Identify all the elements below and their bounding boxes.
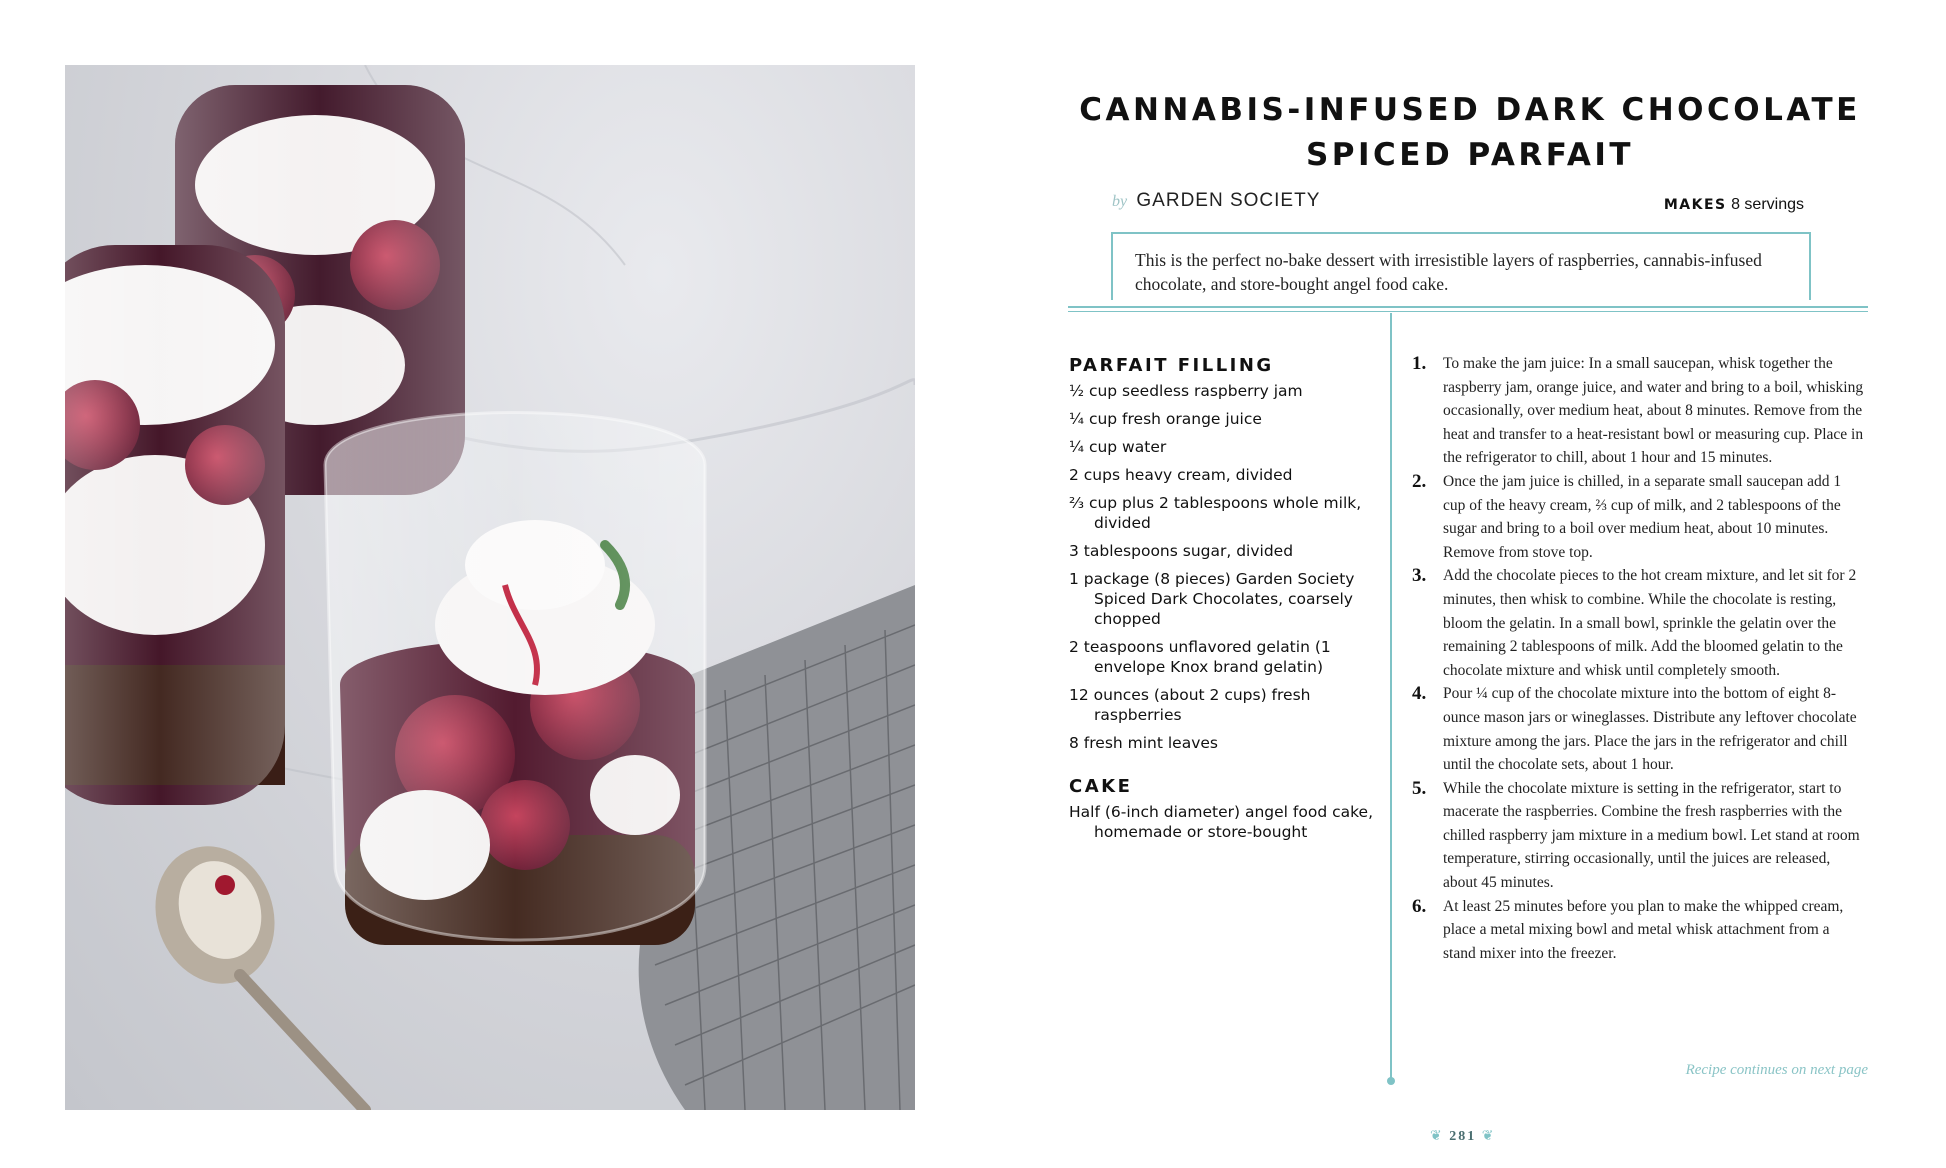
page-number	[1430, 1128, 1495, 1145]
step-number: 4.	[1412, 683, 1427, 705]
step-text: Add the chocolate pieces to the hot cream mixture, and let sit for 2 minutes, then whisk to combine. While the chocolate is resting, bloom the gelatin. In a small bowl, sprinkle the gelatin over the remaining 2 tablespoons of milk. Add the bloomed gelatin to the chocolate mixture and whisk until completely smooth.	[1443, 567, 1857, 679]
step-text: While the chocolate mixture is setting in the refrigerator, start to macerate the raspberries. Combine the fresh raspberries with the chilled raspberry jam mixture in a medium bowl. Let stand at room temperature, stirring occasionally, until the juices are released, about 45 minutes.	[1443, 779, 1860, 892]
byline	[1112, 190, 1320, 212]
parfait-filling-heading: PARFAIT FILLING	[1069, 355, 1274, 376]
parfait-filling-list	[1069, 381, 1389, 753]
parfait-photo	[65, 65, 915, 1110]
byline-prefix: by	[1112, 193, 1128, 210]
servings	[1664, 196, 1804, 214]
servings-label: MAKES	[1663, 197, 1727, 213]
cake-heading: CAKE	[1069, 776, 1133, 797]
continues-note: Recipe continues on next page	[1685, 1062, 1868, 1078]
step-item	[1410, 895, 1865, 966]
divider-rule	[1068, 306, 1868, 312]
step-text: Pour ¼ cup of the chocolate mixture into the bottom of eight 8-ounce mason jars or wineglasses. Distribute any leftover chocolate mixture among the jars. Place the jars in the refrigerator and chill until the chocolate sets, about 1 hour.	[1443, 685, 1857, 774]
ornament-right-icon: ❦	[1481, 1129, 1496, 1144]
ingredient-item: 2 teaspoons unflavored gelatin (1 envelope Knox brand gelatin)	[1069, 638, 1331, 676]
ingredient-item: 8 fresh mint leaves	[1069, 734, 1218, 752]
recipe-intro: This is the perfect no-bake dessert with irresistible layers of raspberries, cannabis-infused chocolate, and store-bought angel food cake.	[1111, 232, 1811, 300]
step-text: At least 25 minutes before you plan to make the whipped cream, place a metal mixing bowl and metal whisk attachment from a stand mixer into the freezer.	[1443, 897, 1844, 962]
step-item	[1410, 682, 1865, 776]
column-divider-end	[1387, 1077, 1395, 1085]
step-number: 6.	[1412, 895, 1427, 917]
column-divider	[1390, 313, 1392, 1081]
parfait-illustration	[65, 65, 915, 1110]
step-text: Once the jam juice is chilled, in a separate small saucepan add 1 cup of the heavy cream, ⅔ cup of milk, and 2 tablespoons of the sugar and bring to a boil over medium heat, about 10 minutes. Remove from stove top.	[1443, 472, 1842, 561]
ingredient-item: ¼ cup water	[1069, 438, 1167, 456]
step-item	[1410, 470, 1865, 564]
steps-list	[1410, 352, 1865, 965]
step-number: 1.	[1412, 353, 1427, 374]
title-line-2: SPICED PARFAIT	[1305, 137, 1635, 173]
step-number: 3.	[1412, 565, 1427, 587]
step-number: 5.	[1412, 777, 1427, 799]
recipe-title	[1050, 88, 1890, 178]
ingredient-item: 12 ounces (about 2 cups) fresh raspberries	[1069, 686, 1311, 724]
cake-list	[1069, 802, 1389, 842]
ingredient-item: 2 cups heavy cream, divided	[1069, 466, 1293, 484]
ingredient-item: Half (6-inch diameter) angel food cake, homemade or store-bought	[1069, 803, 1374, 841]
servings-value: 8 servings	[1731, 196, 1804, 213]
method-column	[1410, 352, 1865, 965]
ingredient-item: ⅔ cup plus 2 tablespoons whole milk, divided	[1069, 494, 1362, 532]
step-number: 2.	[1412, 470, 1427, 492]
ingredient-item: 1 package (8 pieces) Garden Society Spiced Dark Chocolates, coarsely chopped	[1069, 570, 1355, 628]
step-item	[1410, 777, 1865, 895]
step-text: To make the jam juice: In a small saucepan, whisk together the raspberry jam, orange juice, and water and bring to a boil, whisking occasionally, over medium heat, about 8 minutes. Remove from the heat and transfer to a heat-resistant bowl or measuring cup. Place in the refrigerator to chill, about 1 hour and 15 minutes.	[1443, 355, 1864, 467]
ingredient-item: ½ cup seedless raspberry jam	[1069, 382, 1303, 400]
step-item	[1410, 352, 1865, 470]
page-number-value: 281	[1449, 1129, 1477, 1144]
title-line-1: CANNABIS-INFUSED DARK CHOCOLATE	[1079, 92, 1861, 128]
ingredient-item: ¼ cup fresh orange juice	[1069, 410, 1262, 428]
byline-author: GARDEN SOCIETY	[1136, 190, 1321, 211]
ingredients-column	[1069, 355, 1389, 850]
ingredient-item: 3 tablespoons sugar, divided	[1069, 542, 1294, 560]
step-item	[1410, 564, 1865, 682]
ornament-left-icon: ❦	[1430, 1129, 1444, 1144]
